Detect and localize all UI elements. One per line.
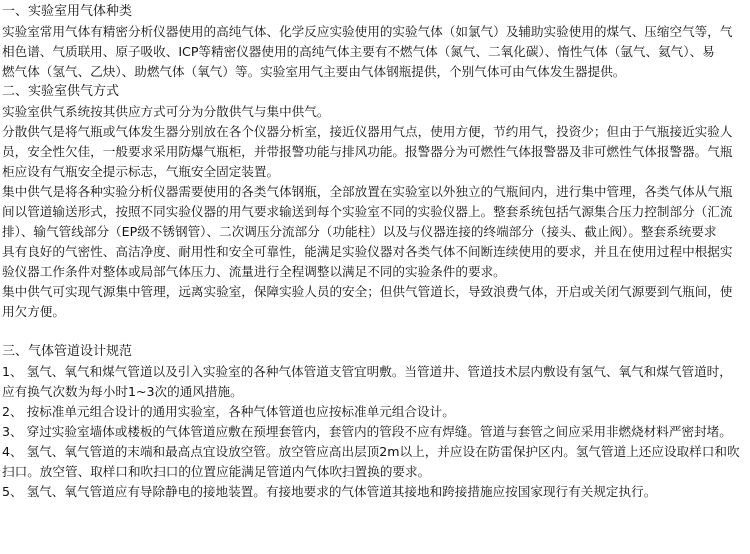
section-title-pipe-design: 三、气体管道设计规范 — [2, 344, 133, 359]
paragraph-line: 集中供气是将各种实验分析仪器需要使用的各类气体钢瓶，全部放置在实验室以外独立的气瓶间内，进行集中管理，各类气体从气瓶 — [2, 184, 733, 199]
paragraph-line: 验仪器工作条件对整体或局部气体压力、流量进行全程调整以满足不同的实验条件的要求。 — [2, 264, 506, 279]
paragraph-line: 间以管道输送形式，按照不同实验仪器的用气要求输送到每个实验室不同的实验仪器上。整套系统包括气源集合压力控制部分（汇流 — [2, 204, 733, 219]
list-item-line: 5、 氢气、氧气管道应有导除静电的接地装置。有接地要求的气体管道其接地和跨接措施应按国家现行有关规定执行。 — [2, 484, 657, 499]
paragraph-line: 用欠方便。 — [2, 304, 65, 319]
blank-line — [2, 322, 746, 342]
paragraph-line: 员，安全性欠佳，一般要求采用防爆气瓶柜，并带报警功能与排风功能。报警器分为可燃性气体报警器及非可燃性气体报警器。气瓶 — [2, 144, 733, 159]
paragraph-line: 柜应设有气瓶安全提示标志，气瓶安全固定装置。 — [2, 164, 280, 179]
section-title-supply-method: 二、实验室供气方式 — [2, 84, 120, 99]
list-item-line: 1、 氢气、氧气和煤气管道以及引入实验室的各种气体管道支管宜明敷。当管道井、管道技术层内敷设有氢气、氧气和煤气管道时， — [2, 364, 732, 379]
list-item-line: 3、 穿过实验室墙体或楼板的气体管道应敷在预埋套管内，套管内的管段不应有焊缝。管道与套管之间应采用非燃烧材料严密封堵。 — [2, 424, 732, 439]
paragraph-line: 分散供气是将气瓶或气体发生器分别放在各个仪器分析室，接近仪器用气点，使用方便，节约用气，投资少；但由于气瓶接近实验人 — [2, 124, 733, 139]
list-item-line: 扫口。放空管、取样口和吹扫口的位置应能满足管道内气体吹扫置换的要求。 — [2, 464, 431, 479]
paragraph-line: 具有良好的气密性、高洁净度、耐用性和安全可靠性，能满足实验仪器对各类气体不间断连续使用的要求，并且在使用过程中根据实 — [2, 244, 733, 259]
paragraph-line: 燃气体（氢气、乙炔）、助燃气体（氧气）等。实验室用气主要由气体钢瓶提供，个别气体可由气体发生器提供。 — [2, 64, 626, 79]
section-title-gas-types: 一、实验室用气体种类 — [2, 4, 133, 19]
paragraph-line: 实验室供气系统按其供应方式可分为分散供气与集中供气。 — [2, 104, 330, 119]
paragraph-line: 排）、输气管线部分（EP级不锈钢管）、二次调压分流部分（功能柱）以及与仪器连接的终端部分（接头、截止阀）。整套系统要求 — [2, 224, 717, 239]
list-item-line: 应有换气次数为每小时1~3次的通风措施。 — [2, 384, 243, 399]
paragraph-line: 相色谱、气质联用、原子吸收、ICP等精密仪器使用的高纯气体主要有不燃气体（氮气、二氧化碳）、惰性气体（氩气、氦气）、易 — [2, 44, 715, 59]
paragraph-line: 集中供气可实现气源集中管理，远离实验室，保障实验人员的安全；但供气管道长，导致浪费气体，开启或关闭气源要到气瓶间，使 — [2, 284, 733, 299]
document-body — [2, 2, 746, 502]
list-item-line: 4、 氢气、氧气管道的末端和最高点宜设放空管。放空管应高出层顶2m以上，并应设在防雷保护区内。氢气管道上还应设取样口和吹 — [2, 444, 740, 459]
paragraph-line: 实验室常用气体有精密分析仪器使用的高纯气体、化学反应实验使用的实验气体（如氯气）及辅助实验使用的煤气、压缩空气等，气 — [2, 24, 733, 39]
list-item-line: 2、 按标准单元组合设计的通用实验室，各种气体管道也应按标准单元组合设计。 — [2, 404, 455, 419]
